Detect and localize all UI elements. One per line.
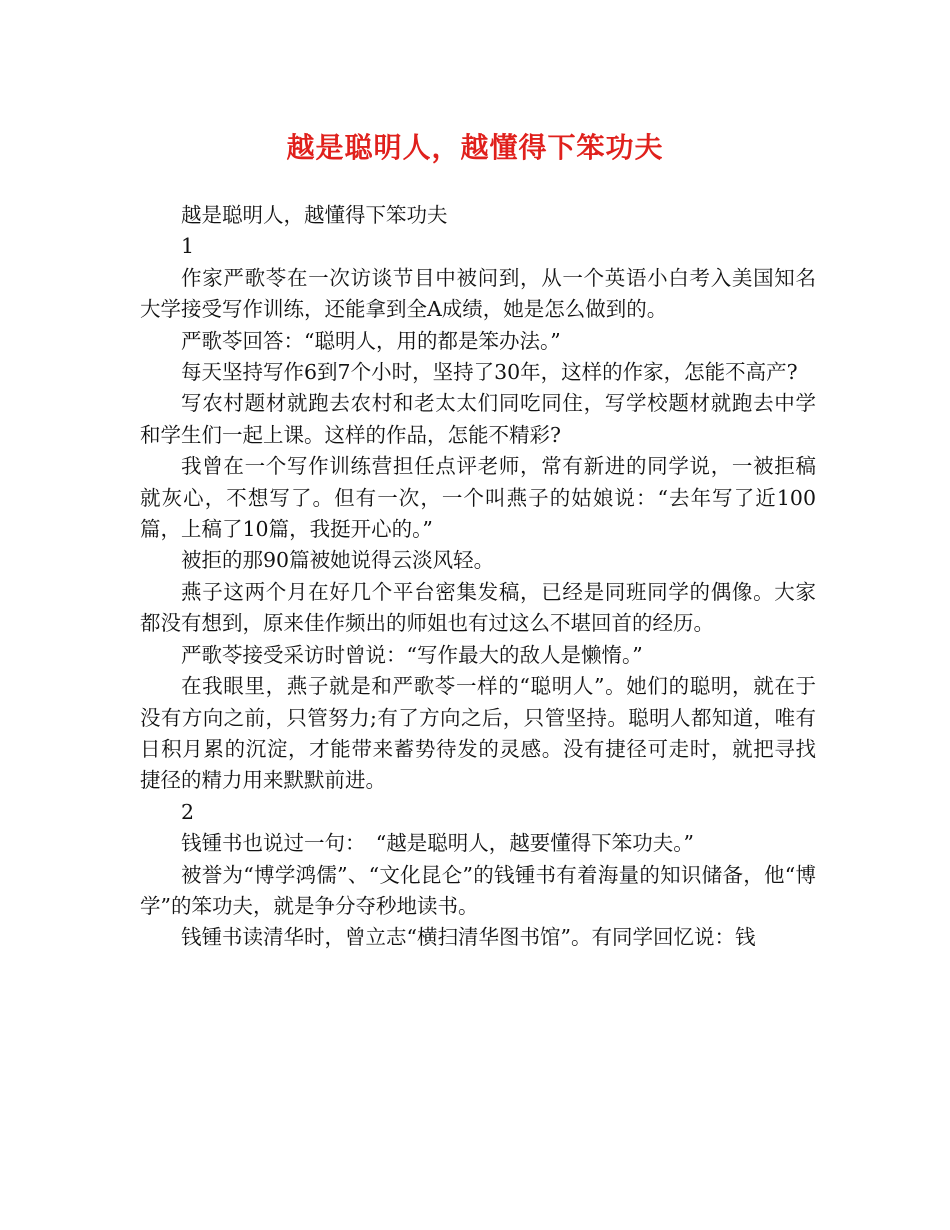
- paragraph: 每天坚持写作6到7个小时，坚持了30年，这样的作家，怎能不高产?: [181, 360, 798, 385]
- paragraph: 严歌苓回答：“聪明人，用的都是笨办法。”: [181, 328, 561, 353]
- paragraph: 燕子这两个月在好几个平台密集发稿，已经是同班同学的偶像。大家都没有想到，原来佳作频出的师姐也有过这么不堪回首的经历。: [140, 579, 816, 636]
- paragraph: 我曾在一个写作训练营担任点评老师，常有新进的同学说，一被拒稿就灰心，不想写了。但有一次，一个叫燕子的姑娘说：“去年写了近100篇，上稿了10篇，我挺开心的。”: [140, 454, 816, 542]
- paragraph: 严歌苓接受采访时曾说：“写作最大的敌人是懒惰。”: [181, 642, 643, 667]
- paragraph: 被拒的那90篇被她说得云淡风轻。: [181, 548, 495, 573]
- paragraph: 写农村题材就跑去农村和老太太们同吃同住，写学校题材就跑去中学和学生们一起上课。这样的作品，怎能不精彩?: [140, 391, 816, 447]
- document-body: [140, 200, 816, 954]
- section-number: 1: [181, 234, 195, 259]
- section-number: 2: [181, 799, 195, 824]
- paragraph: 作家严歌苓在一次访谈节目中被问到，从一个英语小白考入美国知名大学接受写作训练，还能拿到全A成绩，她是怎么做到的。: [140, 265, 816, 322]
- paragraph: 钱锺书也说过一句： “越是聪明人，越要懂得下笨功夫。”: [181, 831, 694, 856]
- paragraph: 越是聪明人，越懂得下笨功夫: [181, 203, 448, 227]
- paragraph: 在我眼里，燕子就是和严歌苓一样的“聪明人”。她们的聪明，就在于没有方向之前，只管努力;有了方向之后，只管坚持。聪明人都知道，唯有日积月累的沉淀，才能带来蓄势待发的灵感。没有捷径可走时，就把寻找捷径的精力用来默默前进。: [140, 674, 816, 793]
- paragraph: 被誉为“博学鸿儒”、“文化昆仑”的钱锺书有着海量的知识储备，他“博学”的笨功夫，就是争分夺秒地读书。: [140, 862, 816, 918]
- document-title: 越是聪明人，越懂得下笨功夫: [286, 131, 664, 164]
- paragraph: 钱锺书读清华时，曾立志“横扫清华图书馆”。有同学回忆说：钱: [181, 925, 756, 950]
